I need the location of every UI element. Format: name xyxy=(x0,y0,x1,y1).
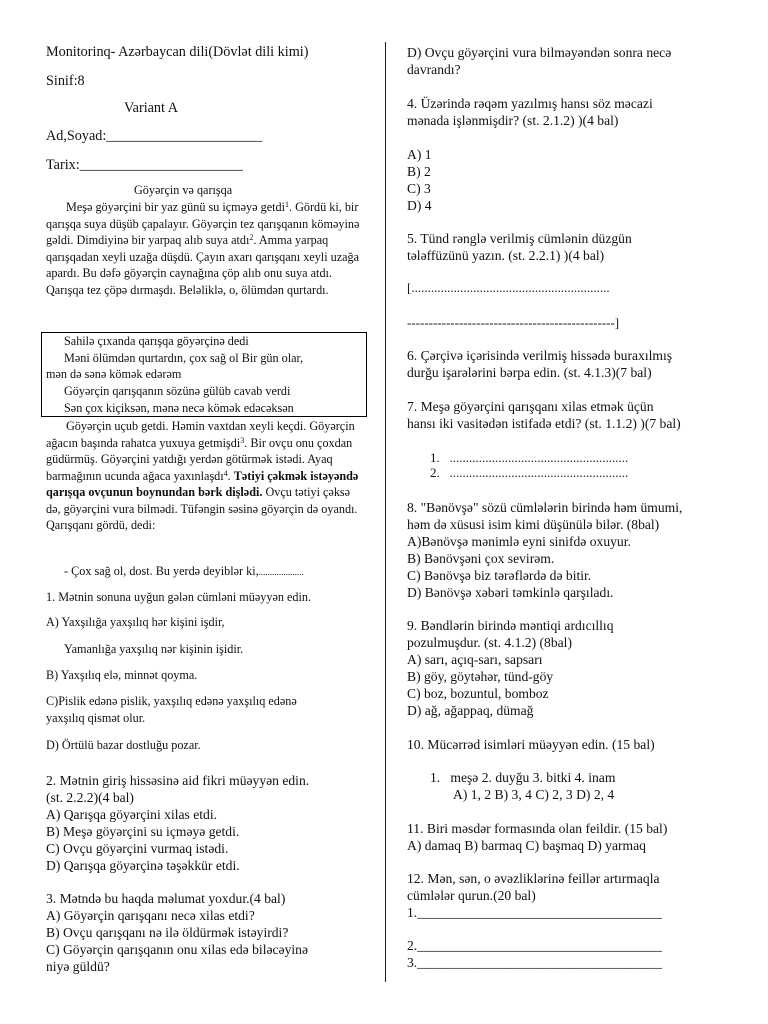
worksheet-title: Monitorinq- Azərbaycan dili(Dövlət dili kimi) xyxy=(46,44,309,60)
q12-answer-2: 2.____________________________________ xyxy=(407,938,662,953)
dialogue-line: mən də sənə kömək edərəm xyxy=(46,367,182,381)
q11-options: A) damaq B) barmaq C) başmaq D) yarmaq xyxy=(407,838,646,853)
q1-option-c: C)Pislik edənə pislik, yaxşılıq edənə yaxşılıq edənə xyxy=(46,694,297,708)
column-divider xyxy=(385,42,386,982)
q11-text: 11. Biri məsdər formasında olan feildir. (15 bal) xyxy=(407,821,668,836)
q8-option-d: D) Bənövşə xəbəri təmkinlə qarşıladı. xyxy=(407,585,614,600)
question-5 xyxy=(407,230,632,264)
q5-text-cont: tələffüzünü yazın. (st. 2.2.1) )(4 bal) xyxy=(407,248,605,263)
q3-option-c: C) Göyərçin qarışqanın onu xilas edə biləcəyinə xyxy=(46,942,308,957)
q12-text-cont: cümlələr qurun.(20 bal) xyxy=(407,888,536,903)
dialogue-line: Sən çox kiçiksən, mənə necə kömək edəcəksən xyxy=(64,401,294,415)
q12-answer-3: 3.____________________________________ xyxy=(407,955,662,970)
q7-answer-2[interactable]: 2. ....................................................... xyxy=(430,465,629,480)
q8-text-cont: həm də xüsusi isim kimi düşünülə bilər. (8bal) xyxy=(407,517,660,532)
footnote-3: 3 xyxy=(240,435,245,445)
q4-text: 4. Üzərində rəqəm yazılmış hansı söz məcazi xyxy=(407,96,653,111)
q4-option-d: D) 4 xyxy=(407,198,432,213)
story-title: Göyərçin və qarışqa xyxy=(134,183,233,197)
footnote-4: 4 xyxy=(223,468,228,478)
q2-text-cont: (st. 2.2.2)(4 bal) xyxy=(46,790,134,805)
story-quote: - Çox sağ ol, dost. Bu yerdə deyiblər ki,.................... xyxy=(64,564,304,578)
q4-option-b: B) 2 xyxy=(407,164,431,179)
q1-option-b: B) Yaxşılıq elə, minnət qoyma. xyxy=(46,668,198,682)
q9-option-b: B) göy, göytəhər, tünd-göy xyxy=(407,669,554,684)
q3-text: 3. Mətndə bu haqda məlumat yoxdur.(4 bal) xyxy=(46,891,286,906)
q8-option-c: C) Bənövşə biz tərəflərdə də bitir. xyxy=(407,568,592,583)
dialogue-line: Məni ölümdən qurtardın, çox sağ ol Bir gün olar, xyxy=(64,351,304,365)
q6-text: 6. Çərçivə içərisində verilmiş hissədə buraxılmış xyxy=(407,348,673,363)
q9-text-cont: pozulmuşdur. (st. 4.1.2) (8bal) xyxy=(407,635,572,650)
q2-option-b: B) Meşə göyərçini su içməyə getdi. xyxy=(46,824,240,839)
q9-option-a: A) sarı, açıq-sarı, sapsarı xyxy=(407,652,543,667)
dialogue-line: Sahilə çıxanda qarışqa göyərçinə dedi xyxy=(64,334,249,348)
q2-option-a: A) Qarışqa göyərçini xilas etdi. xyxy=(46,807,218,822)
q7-answer-1[interactable]: 1. ....................................................... xyxy=(430,450,629,465)
q10-items: 1. meşə 2. duyğu 3. bitki 4. inam xyxy=(430,770,616,785)
name-field[interactable]: Ad,Soyad:______________________ xyxy=(46,128,263,144)
q3-option-a: A) Göyərçin qarışqanı necə xilas etdi? xyxy=(46,908,255,923)
footnote-2: 2 xyxy=(249,233,254,242)
q12-answers[interactable] xyxy=(407,937,662,971)
q1-option-a-cont: Yamanlığa yaxşılıq nər kişinin işidir. xyxy=(64,642,244,656)
question-1-text: 1. Mətnin sonuna uyğun gələn cümləni müəyyən edin. xyxy=(46,590,312,604)
q2-text: 2. Mətnin giriş hissəsinə aid fikri müəyyən edin. xyxy=(46,773,310,788)
grade-label: Sinif:8 xyxy=(46,73,85,89)
story-paragraph-1: Meşə göyərçini bir yaz günü su içməyə getdi$^1$. Gördü ki, bir qarışqa suya düşüb çapalayır. Göyərçin tez qarışqanın köməyinə gəldi. Dimdiyinə bir yarpaq alıb suya atdı$^2$. Amma yarpaq qarışqadan xeyli uzağa düşdü. Çayın axarı qarışqanı xeyli uzağa apardı. Bu dəfə göyərçin caynağına çöp alıb onu suya atdı. Qarışqa tez çöpə dırmaşdı. Beləliklə, o, ölümdən qurtardı. xyxy=(46,200,360,297)
question-11 xyxy=(407,820,667,854)
q1-option-a: A) Yaxşılığa yaxşılıq hər kişini işdir, xyxy=(46,615,225,629)
q3-option-d: D) Ovçu göyərçini vura bilməyəndən sonra necə davrandı? xyxy=(407,45,672,77)
question-8 xyxy=(407,499,682,601)
question-10 xyxy=(407,736,655,753)
bold-sentence: Tətiyi çəkmək istəyəndə qarışqa ovçunun boynundan bərk dişlədi. xyxy=(46,468,359,499)
q4-text-cont: mənada işlənmişdir? (st. 2.1.2) )(4 bal) xyxy=(407,113,619,128)
q4-options xyxy=(407,146,432,214)
q2-option-d: D) Qarışqa göyərçinə təşəkkür etdi. xyxy=(46,858,240,873)
q4-option-a: A) 1 xyxy=(407,147,432,162)
q8-text: 8. "Bənövşə" sözü cümlələrin birində həm ümumi, xyxy=(407,500,683,515)
variant-label: Variant A xyxy=(124,100,178,116)
q2-option-c: C) Ovçu göyərçini vurmaq istədi. xyxy=(46,841,229,856)
q5-answer-line-2[interactable]: ------------------------------------------------] xyxy=(407,315,620,330)
q5-answer-line-1[interactable]: [............................................................. xyxy=(407,280,610,295)
q10-options: A) 1, 2 B) 3, 4 C) 2, 3 D) 2, 4 xyxy=(453,787,615,802)
q10-text: 10. Mücərrəd isimləri müəyyən edin. (15 bal) xyxy=(407,737,655,752)
q1-option-c-cont: yaxşılıq qismət olur. xyxy=(46,711,146,725)
q9-text: 9. Bəndlərin birində məntiqi ardıcıllıq xyxy=(407,618,614,633)
question-9 xyxy=(407,617,614,719)
q6-text-cont: durğu işarələrini bərpa edin. (st. 4.1.3)(7 bal) xyxy=(407,365,652,380)
story-paragraph-2: Göyərçin uçub getdi. Həmin vaxtdan xeyli keçdi. Göyərçin ağacın başında rahatca yuxuya getmişdi$^3$. Bir ovçu onu çoxdan güdürmüş. Göyərçini yatdığı yerdən götürmək istədi. Ayaq barmağının ucunda ağaca yaxınlaşdı$^4$. Tətiyi çəkmək istəyəndə qarışqa ovçunun boynundan bərk dişlədi. Ovçu tətiyi çəksə də, göyərçini vura bilmədi. Tüfəngin səsinə göyərçin də oyandı. Qarışqanı gördü, dedi: xyxy=(46,419,359,532)
question-6 xyxy=(407,347,672,381)
q9-option-c: C) boz, bozuntul, bomboz xyxy=(407,686,549,701)
footnote-1: 1 xyxy=(284,200,289,209)
q7-text: 7. Meşə göyərçini qarışqanı xilas etmək üçün xyxy=(407,399,654,414)
q9-option-d: D) ağ, ağappaq, dümağ xyxy=(407,703,534,718)
question-7 xyxy=(407,398,681,432)
q8-option-b: B) Bənövşəni çox sevirəm. xyxy=(407,551,555,566)
question-2 xyxy=(46,772,309,874)
question-4 xyxy=(407,95,653,129)
q7-text-cont: hansı iki vasitədən istifadə etdi? (st. 1.1.2) )(7 bal) xyxy=(407,416,681,431)
q1-option-d: D) Örtülü bazar dostluğu pozar. xyxy=(46,738,201,752)
q3-option-c-cont: niyə güldü? xyxy=(46,959,110,974)
q4-option-c: C) 3 xyxy=(407,181,431,196)
q12-text: 12. Mən, sən, o əvəzliklərinə feillər artırmaqla xyxy=(407,871,660,886)
q8-option-a: A)Bənövşə mənimlə eyni sinifdə oxuyur. xyxy=(407,534,631,549)
q3-option-b: B) Ovçu qarışqanı nə ilə öldürmək istəyirdi? xyxy=(46,925,289,940)
q5-text: 5. Tünd rənglə verilmiş cümlənin düzgün xyxy=(407,231,632,246)
question-3 xyxy=(46,890,308,975)
q12-answer-1: 1.____________________________________ xyxy=(407,905,662,920)
question-12 xyxy=(407,870,662,921)
dialogue-line: Göyərçin qarışqanın sözünə gülüb cavab verdi xyxy=(64,384,291,398)
date-field[interactable]: Tarix:_______________________ xyxy=(46,157,243,173)
